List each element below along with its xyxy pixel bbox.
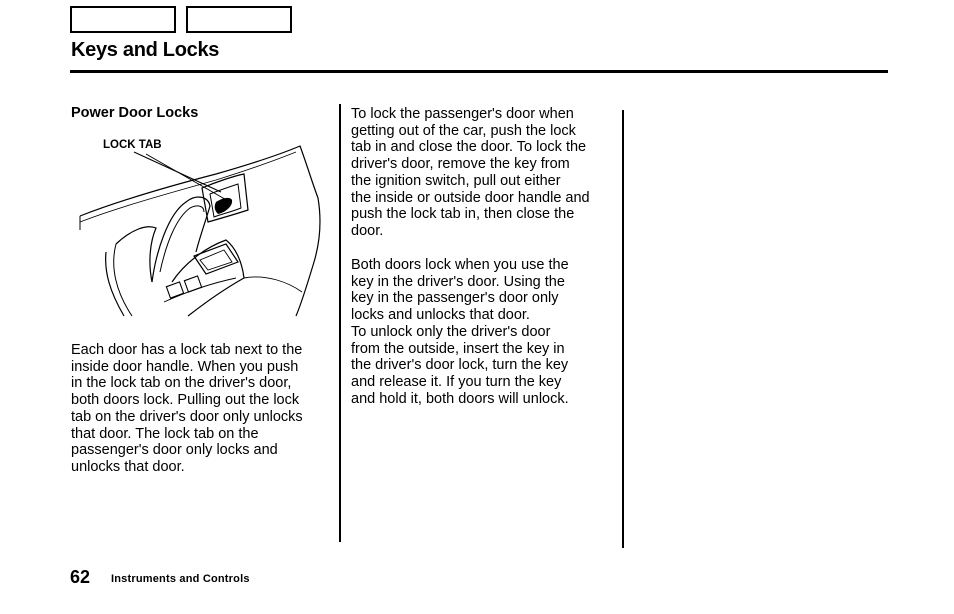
section-heading: Power Door Locks	[71, 105, 199, 121]
title-divider	[70, 70, 888, 73]
footer-section-title: Instruments and Controls	[111, 573, 250, 585]
column1-body-text: Each door has a lock tab next to the inside door handle. When you push in the lock tab on the driver's door, both doors lock. Pulling out the lock tab on the driver's door only unlocks that door. The lock tab on the passenger's door only locks and unlocks that door.	[71, 342, 303, 475]
column2-paragraph-unlock-driver: To unlock only the driver's door from the outside, insert the key in the driver's door lock, turn the key and release it. If you turn the key and hold it, both doors will unlock.	[351, 324, 569, 407]
door-panel-drawing	[76, 132, 326, 322]
header-tab-box-left	[70, 6, 176, 33]
page-number: 62	[70, 567, 91, 587]
header-tab-box-right	[186, 6, 292, 33]
column2-paragraph-lock-passenger: To lock the passenger's door when getting out of the car, push the lock tab in and close the door. To lock the driver's door, remove the key from the ignition switch, pull out either the inside or outside door handle and push the lock tab in, then close the door.	[351, 106, 590, 239]
column2-paragraph-both-doors: Both doors lock when you use the key in the driver's door. Using the key in the passenger's door only locks and unlocks that door.	[351, 257, 569, 324]
door-lock-illustration	[76, 132, 326, 322]
lock-tab-callout: LOCK TAB	[103, 139, 162, 151]
column-divider-right	[622, 110, 624, 548]
column-divider-left	[339, 104, 341, 542]
page-title: Keys and Locks	[71, 39, 220, 61]
